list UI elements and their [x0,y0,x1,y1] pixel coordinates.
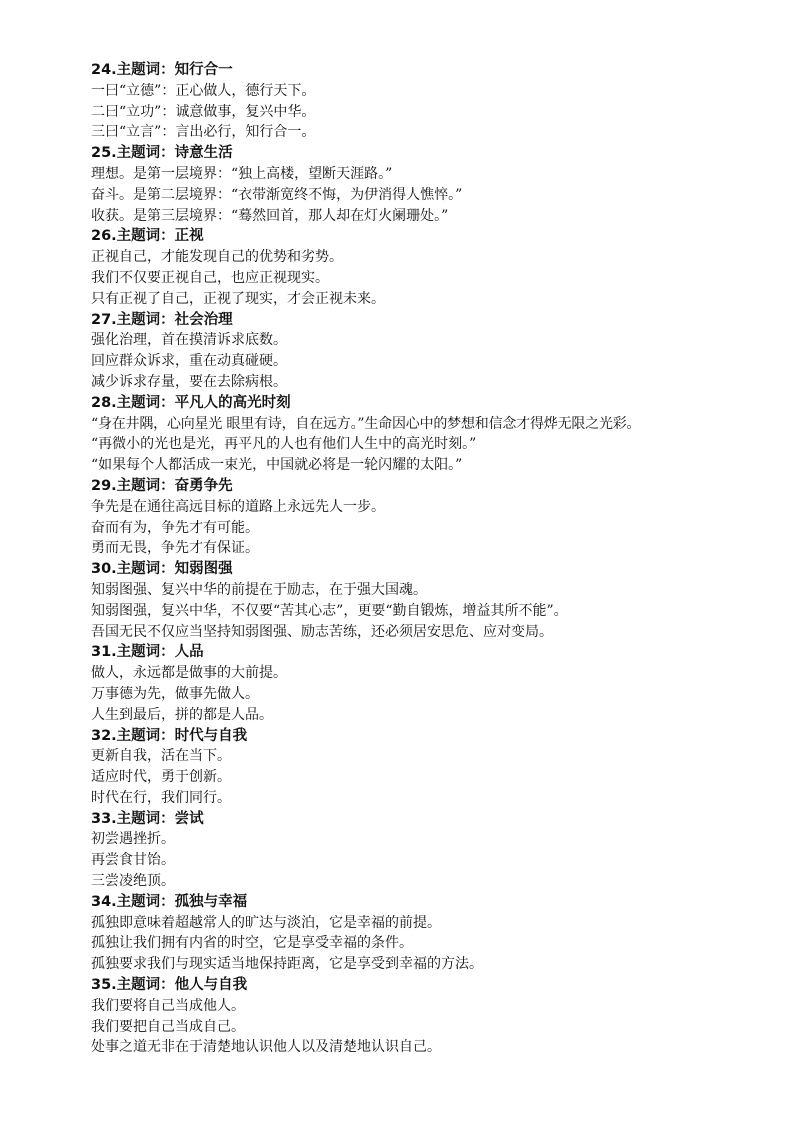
section-27 [91,310,771,393]
section-heading: 34.主题词：孤独与幸福 [91,893,248,910]
section-line: 我们不仅要正视自己，也应正视现实。 [91,269,329,286]
section-heading: 29.主题词：奋勇争先 [91,477,233,494]
section-33 [91,809,771,892]
section-25 [91,143,771,226]
section-heading: 28.主题词：平凡人的高光时刻 [91,394,291,411]
section-heading: 30.主题词：知弱图强 [91,561,233,578]
section-heading: 27.主题词：社会治理 [91,311,233,328]
section-35 [91,975,771,1058]
section-line: 人生到最后，拼的都是人品。 [91,706,273,723]
section-line: 知弱图强、复兴中华的前提在于励志，在于强大国魂。 [91,581,427,598]
section-line: “如果每个人都活成一束光，中国就必将是一轮闪耀的太阳。” [91,457,463,474]
section-heading: 35.主题词：他人与自我 [91,977,248,994]
section-line: 初尝遇挫折。 [91,831,175,848]
section-heading: 33.主题词：尝试 [91,810,204,827]
section-line: 只有正视了自己，正视了现实，才会正视未来。 [91,290,385,307]
section-line: 收获。是第三层境界：“蓦然回首，那人却在灯火阑珊处。” [91,207,449,224]
section-line: 再尝食甘饴。 [91,852,175,869]
section-line: 时代在行，我们同行。 [91,789,231,806]
section-line: 勇而无畏，争先才有保证。 [91,540,259,557]
section-line: 做人，永远都是做事的大前提。 [91,665,287,682]
section-line: 万事德为先，做事先做人。 [91,685,259,702]
section-line: 三曰“立言”：言出必行，知行合一。 [91,124,316,141]
section-heading: 25.主题词：诗意生活 [91,145,233,162]
section-line: 吾国无民不仅应当坚持知弱图强、励志苦练，还必须居安思危、应对变局。 [91,623,553,640]
section-24 [91,60,771,143]
section-line: 强化治理，首在摸清诉求底数。 [91,332,287,349]
section-30 [91,559,771,642]
section-line: 我们要把自己当成自己。 [91,1018,245,1035]
section-31 [91,642,771,725]
section-line: 奋而有为，争先才有可能。 [91,519,259,536]
section-line: “身在井隅，心向星光 眼里有诗，自在远方。”生命因心中的梦想和信念才得烨无限之光彩。 [91,415,641,432]
section-line: 理想。是第一层境界：“独上高楼，望断天涯路。” [91,165,393,182]
section-26 [91,226,771,309]
section-heading: 24.主题词：知行合一 [91,62,233,78]
section-line: 回应群众诉求，重在动真碰硬。 [91,353,287,370]
section-heading: 31.主题词：人品 [91,644,204,661]
section-line: 孤独要求我们与现实适当地保持距离，它是享受到幸福的方法。 [91,956,483,973]
section-line: 正视自己，才能发现自己的优势和劣势。 [91,249,343,266]
section-line: 适应时代，勇于创新。 [91,769,231,786]
section-line: 我们要将自己当成他人。 [91,997,245,1014]
section-heading: 26.主题词：正视 [91,228,204,245]
section-line: “再微小的光也是光，再平凡的人也有他们人生中的高光时刻。” [91,436,477,453]
section-32 [91,726,771,809]
section-29 [91,476,771,559]
section-line: 二曰“立功”：诚意做事，复兴中华。 [91,103,316,120]
section-line: 争先是在通往高远目标的道路上永远先人一步。 [91,498,385,515]
section-line: 孤独让我们拥有内省的时空，它是享受幸福的条件。 [91,935,413,952]
section-line: 更新自我，活在当下。 [91,748,231,765]
section-line: 处事之道无非在于清楚地认识他人以及清楚地认识自己。 [91,1039,441,1056]
section-line: 孤独即意味着超越常人的旷达与淡泊，它是幸福的前提。 [91,914,441,931]
section-line: 一曰“立德”：正心做人，德行天下。 [91,82,316,99]
section-line: 减少诉求存量，要在去除病根。 [91,373,287,390]
section-heading: 32.主题词：时代与自我 [91,727,248,744]
document-page [91,60,771,1058]
section-34 [91,892,771,975]
section-line: 知弱图强，复兴中华，不仅要“苦其心志”，更要“勤自锻炼，增益其所不能”。 [91,602,568,619]
section-line: 奋斗。是第二层境界：“衣带渐宽终不悔，为伊消得人憔悴。” [91,186,463,203]
section-line: 三尝凌绝顶。 [91,873,175,890]
section-28 [91,393,771,476]
